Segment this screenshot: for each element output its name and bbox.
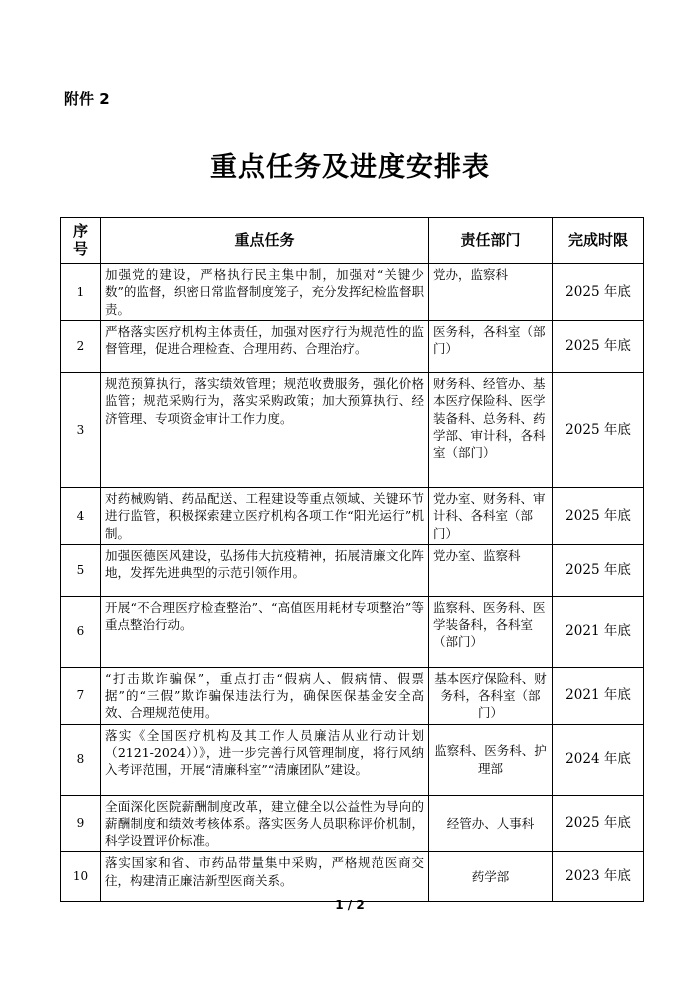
row-department: 监察科、医务科、护理部 [429, 724, 553, 795]
row-deadline: 2025 年底 [553, 488, 644, 545]
row-department: 党办室、监察科 [429, 544, 553, 596]
table-row [61, 544, 644, 596]
row-number: 4 [61, 488, 101, 545]
row-deadline: 2021 年底 [553, 667, 644, 724]
row-department: 党办，监察科 [429, 264, 553, 321]
table-row [61, 667, 644, 724]
row-number: 6 [61, 596, 101, 667]
table-row [61, 724, 644, 795]
row-department: 医务科，各科室（部门） [429, 321, 553, 373]
row-number: 9 [61, 795, 101, 852]
header-deadline: 完成时限 [553, 218, 644, 264]
row-department: 药学部 [429, 852, 553, 902]
row-department: 党办室、财务科、审计科、各科室（部门） [429, 488, 553, 545]
row-deadline: 2025 年底 [553, 795, 644, 852]
row-deadline: 2025 年底 [553, 373, 644, 488]
row-number: 2 [61, 321, 101, 373]
row-task: 加强医德医风建设，弘扬伟大抗疫精神，拓展清廉文化阵地，发挥先进典型的示范引领作用。 [101, 544, 429, 596]
row-task: 加强党的建设，严格执行民主集中制，加强对“关键少数”的监督，织密日常监督制度笼子，充分发挥纪检监督职责。 [101, 264, 429, 321]
row-task: “打击欺诈骗保”，重点打击“假病人、假病情、假票据”的“三假”欺诈骗保违法行为，确保医保基金安全高效、合理规范使用。 [101, 667, 429, 724]
row-number: 7 [61, 667, 101, 724]
row-number: 3 [61, 373, 101, 488]
row-department: 财务科、经管办、基本医疗保险科、医学装备科、总务科、药学部、审计科，各科室（部门） [429, 373, 553, 488]
header-dept: 责任部门 [429, 218, 553, 264]
row-task: 落实国家和省、市药品带量集中采购，严格规范医商交往，构建清正廉洁新型医商关系。 [101, 852, 429, 902]
row-deadline: 2021 年底 [553, 596, 644, 667]
task-schedule-table [60, 217, 644, 902]
header-no: 序号 [61, 218, 101, 264]
row-deadline: 2023 年底 [553, 852, 644, 902]
attachment-label: 附件 2 [64, 90, 110, 108]
row-number: 10 [61, 852, 101, 902]
table-row [61, 795, 644, 852]
row-task: 对药械购销、药品配送、工程建设等重点领域、关键环节进行监管，积极探索建立医疗机构各项工作“阳光运行”机制。 [101, 488, 429, 545]
table-row [61, 596, 644, 667]
row-deadline: 2024 年底 [553, 724, 644, 795]
row-department: 经管办、人事科 [429, 795, 553, 852]
row-task: 开展“不合理医疗检查整治”、“高值医用耗材专项整治”等重点整治行动。 [101, 596, 429, 667]
table-row [61, 488, 644, 545]
table-row [61, 852, 644, 902]
table-row [61, 373, 644, 488]
page-title: 重点任务及进度安排表 [210, 152, 490, 183]
page-number: 1 / 2 [335, 898, 365, 912]
table-row [61, 264, 644, 321]
row-number: 8 [61, 724, 101, 795]
row-number: 5 [61, 544, 101, 596]
row-task: 规范预算执行，落实绩效管理；规范收费服务，强化价格监管；规范采购行为，落实采购政策；加大预算执行、经济管理、专项资金审计工作力度。 [101, 373, 429, 488]
row-deadline: 2025 年底 [553, 321, 644, 373]
row-department: 监察科、医务科、医学装备科，各科室（部门） [429, 596, 553, 667]
row-deadline: 2025 年底 [553, 544, 644, 596]
header-task: 重点任务 [101, 218, 429, 264]
row-task: 全面深化医院薪酬制度改革，建立健全以公益性为导向的薪酬制度和绩效考核体系。落实医务人员职称评价机制，科学设置评价标准。 [101, 795, 429, 852]
table-header-row [61, 218, 644, 264]
row-task: 落实《全国医疗机构及其工作人员廉洁从业行动计划（2121-2024））》，进一步完善行风管理制度，将行风纳入考评范围，开展“清廉科室”“清廉团队”建设。 [101, 724, 429, 795]
row-task: 严格落实医疗机构主体责任，加强对医疗行为规范性的监督管理，促进合理检查、合理用药、合理治疗。 [101, 321, 429, 373]
table-row [61, 321, 644, 373]
row-deadline: 2025 年底 [553, 264, 644, 321]
row-department: 基本医疗保险科、财务科，各科室（部门） [429, 667, 553, 724]
row-number: 1 [61, 264, 101, 321]
